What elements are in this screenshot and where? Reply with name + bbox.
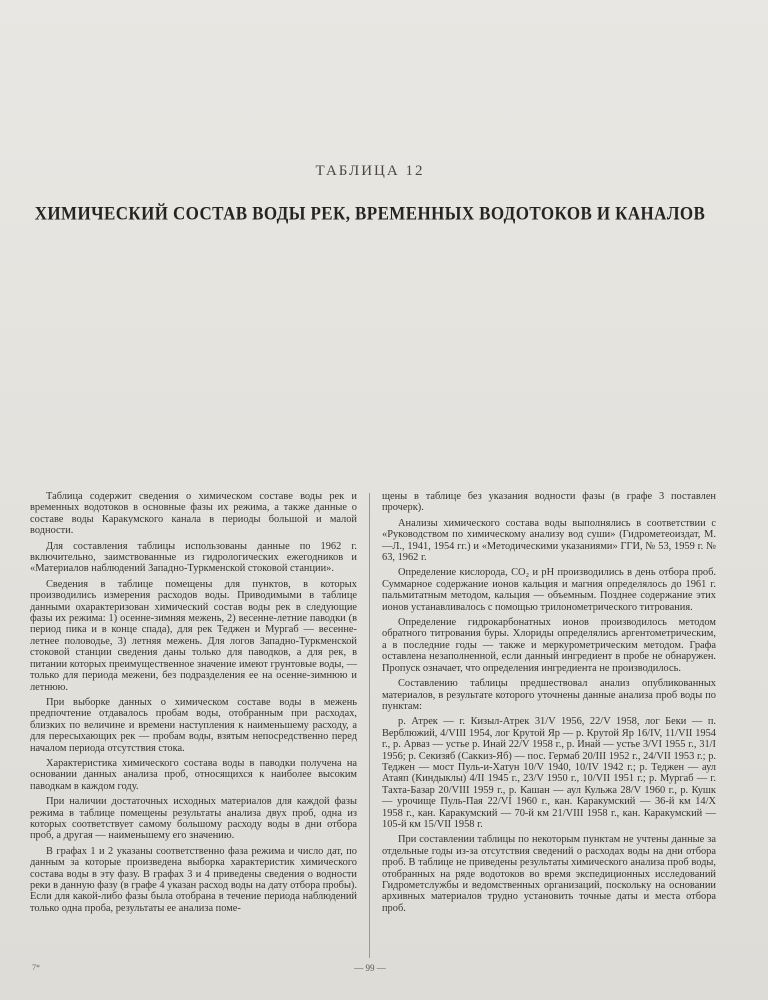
paragraph: Сведения в таблице помещены для пунктов, в которых производились измерения расходов воды. Приводимыми в таблице данными охарактеризован химический состав воды рек в следующие фазы их режима: 1) осенне-зимняя межень, 2) весенне-летние паводки (в период пика и в конце спада), для рек Теджен и Мургаб — весенне-летнее половодье, 3) летняя межень. Для логов Западно-Туркменской стоковой станции сведения даны только для паводков, а для рек, в питании которых преимущественное значение имеют грунтовые воды, — только для периода межени, без подразделения ее на осенне-зимнюю и летнюю. — [30, 578, 357, 693]
paragraph: Таблица содержит сведения о химическом составе воды рек и временных водотоков в основные фазы их режима, а также данные о составе воды Каракумского канала в периоды большой и малой водности. — [30, 491, 357, 537]
paragraph: При выборке данных о химическом составе воды в межень предпочтение отдавалось пробам воды, отобранным при расходах, близких по величине и времени наступления к наименьшему расходу, а для пересыхающих рек — пробам воды, взятым непосредственно перед началом периода отсутствия стока. — [30, 696, 357, 754]
paragraph: Для составления таблицы использованы данные по 1962 г. включительно, заимствованные из гидрологических ежегодников и «Материалов наблюдений Западно-Туркменской стоковой станции». — [30, 540, 357, 575]
paragraph: р. Атрек — г. Кизыл-Атрек 31/V 1956, 22/V 1958, лог Беки — п. Верблюжий, 4/VIII 1954, лог Крутой Яр — р. Крутой Яр 16/IV, 11/VII 1954 г., р. Арваз — устье р. Инай 22/V 1958 г., р. Инай — устье 3/VI 1955 г., 31/I 1956; р. Секизяб (Саккиз-Яб) — пос. Гермаб 20/III 1952 г., 24/VII 1953 г.; р. Теджен — мост Пуль-и-Хатун 10/V 1940, 10/IV 1942 г.; р. Теджен — аул Атаяп (Киндыклы) 4/II 1945 г., 23/V 1950 г., 10/VII 1951 г.; р. Мургаб — г. Тахта-Базар 20/VIII 1959 г., р. Кашан — аул Кульжа 28/V 1960 г., р. Кушк — урочище Пуль-Пая 22/VI 1960 г., кан. Каракумский — 36-й км 14/X 1958 г., кан. Каракумский — 70-й км 21/VIII 1958 г., кан. Каракумский — 105-й км 15/VII 1958 г. — [382, 716, 716, 830]
signature-mark: 7* — [32, 963, 40, 972]
paragraph: Составлению таблицы предшествовал анализ опубликованных материалов, в результате которого уточнены данные анализа проб воды по пунктам: — [382, 678, 716, 712]
paragraph: В графах 1 и 2 указаны соответственно фаза режима и число дат, по данным за которые произведена выборка характеристик химического состава воды в эту фазу. В графах 3 и 4 приведены сведения о водности реки в данную фазу (в графе 4 указан расход воды на дату отбора пробы). Если для какой-либо фазы была отобрана в течение периода наблюдений только одна проба, результаты ее анализа поме- — [30, 845, 357, 914]
paragraph: Анализы химического состава воды выполнялись в соответствии с «Руководством по химическому анализу вод суши» (Гидрометеоиздат, М.—Л., 1941, 1954 гг.) и «Методическими указаниями» ГГИ, № 53, 1959 г. № 63, 1962 г. — [382, 517, 716, 564]
right-text-column — [382, 491, 716, 918]
table-number: ТАБЛИЦА 12 — [315, 163, 425, 179]
paragraph: При наличии достаточных исходных материалов для каждой фазы режима в таблице помещены результаты анализа двух проб, одна из которых соответствует самому большому расходу воды в дни отбора проб, а другая — наименьшему его значению. — [30, 796, 357, 842]
paragraph: Определение гидрокарбонатных ионов производилось методом обратного титрования буры. Хлориды определялись аргентометрическим, а в последние годы — также и меркурометрическим методом. Графа оставлена незаполненной, если данный ингредиент в пробе не обнаружен. Пропуск означает, что определения ингредиента не производилось. — [382, 617, 716, 674]
page-number: — 99 — — [354, 963, 386, 973]
paragraph: При составлении таблицы по некоторым пунктам не учтены данные за отдельные годы из-за отсутствия сведений о расходах воды на дни отбора проб. В таблице не приведены результаты химического анализа проб воды, отобранных на ряде водотоков во время экспедиционных исследований Гидрометслужбы и ведомственных организаций, поскольку на основании архивных материалов трудно установить точные даты и места отбора проб. — [382, 834, 716, 914]
left-text-column — [30, 491, 357, 918]
page-title: ХИМИЧЕСКИЙ СОСТАВ ВОДЫ РЕК, ВРЕМЕННЫХ ВОДОТОКОВ И КАНАЛОВ — [34, 202, 706, 225]
column-divider — [369, 493, 370, 958]
paragraph: Характеристика химического состава воды в паводки получена на основании данных анализа проб, относящихся к наиболее высоким паводкам в каждом году. — [30, 757, 357, 792]
paragraph: щены в таблице без указания водности фазы (в графе 3 поставлен прочерк). — [382, 491, 716, 514]
paragraph: Определение кислорода, CO₂ и pH производились в день отбора проб. Суммарное содержание ионов кальция и магния определялось до 1961 г. пальмитатным методом, кальция — объемным. Позднее содержание этих ионов устанавливалось с помощью трилонометрического титрования. — [382, 567, 716, 613]
